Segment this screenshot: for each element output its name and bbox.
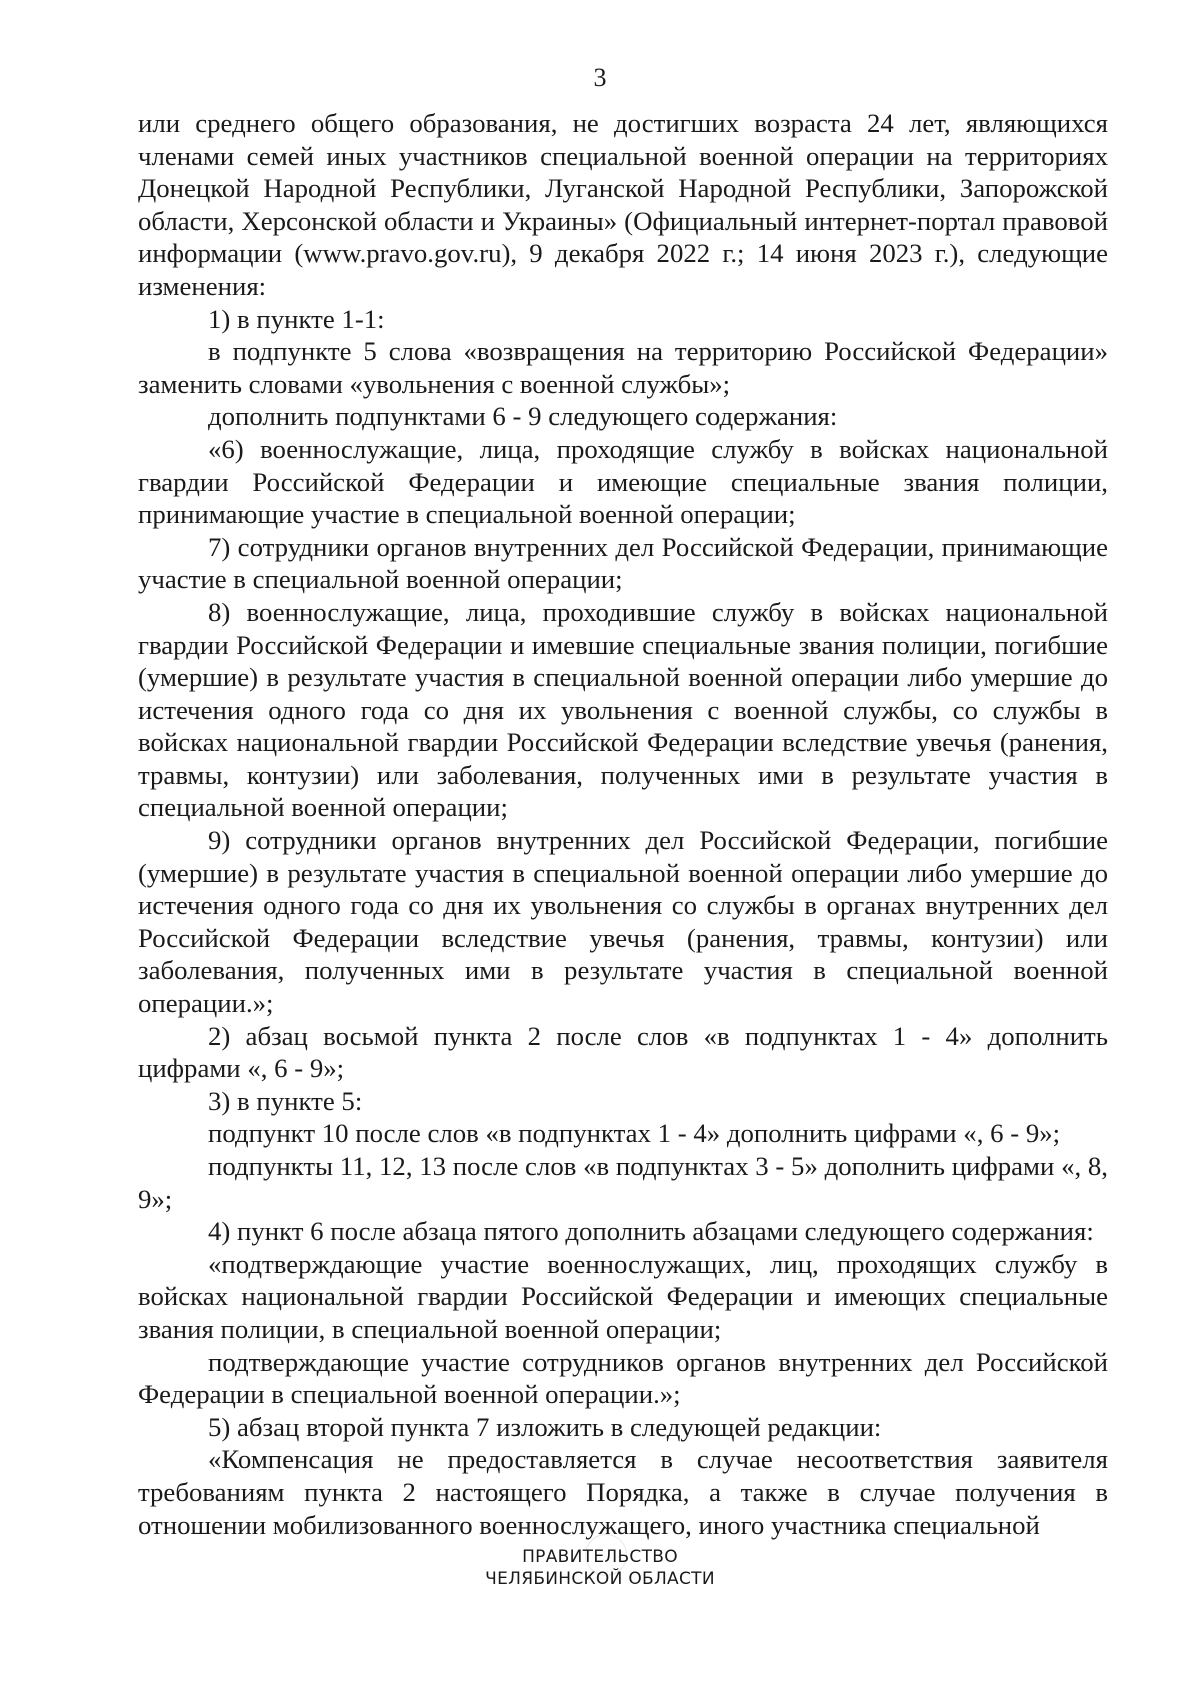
paragraph: «подтверждающие участие военнослужащих, лиц, проходящих службу в войсках национальной гвардии Российской Федерации и имеющих специальные звания полиции, в специальной военной операции;	[138, 1248, 1108, 1344]
stamp-line-2: ЧЕЛЯБИНСКОЙ ОБЛАСТИ	[485, 1569, 715, 1589]
paragraph: 9) сотрудники органов внутренних дел Российской Федерации, погибшие (умершие) в результате участия в специальной военной операции либо умершие до истечения одного года со дня их увольнения со службы в органах внутренних дел Российской Федерации вследствие увечья (ранения, травмы, контузии) или заболевания, полученных ими в результате участия в специальной военной операции.»;	[138, 825, 1108, 1019]
paragraph: 7) сотрудники органов внутренних дел Российской Федерации, принимающие участие в специальной военной операции;	[138, 531, 1108, 595]
paragraph: подтверждающие участие сотрудников органов внутренних дел Российской Федерации в специальной военной операции.»;	[138, 1346, 1108, 1410]
paragraph: «6) военнослужащие, лица, проходящие службу в войсках национальной гвардии Российской Федерации и имеющие специальные звания полиции, принимающие участие в специальной военной операции;	[138, 433, 1108, 530]
paragraph: 4) пункт 6 после абзаца пятого дополнить абзацами следующего содержания:	[208, 1216, 1094, 1247]
government-stamp	[0, 1546, 1200, 1590]
paragraph: 5) абзац второй пункта 7 изложить в следующей редакции:	[208, 1411, 882, 1442]
document-body	[138, 107, 1108, 1541]
paragraph: «Компенсация не предоставляется в случае несоответствия заявителя требованиям пункта 2 настоящего Порядка, а также в случае получения в отношении мобилизованного военнослужащего, иного участника специальной	[138, 1444, 1108, 1540]
paragraph: подпункт 10 после слов «в подпунктах 1 - 4» дополнить цифрами «, 6 - 9»;	[208, 1118, 1061, 1149]
paragraph: 3) в пункте 5:	[208, 1085, 363, 1116]
paragraph: в подпункте 5 слова «возвращения на территорию Российской Федерации» заменить словами «увольнения с военной службы»;	[138, 336, 1108, 399]
page-number: 3	[593, 63, 607, 92]
paragraph: 1) в пункте 1-1:	[208, 303, 385, 334]
paragraph: 2) абзац восьмой пункта 2 после слов «в подпунктах 1 - 4» дополнить цифрами «, 6 - 9»;	[138, 1020, 1108, 1084]
paragraph: 8) военнослужащие, лица, проходившие службу в войсках национальной гвардии Российской Федерации и имевшие специальные звания полиции, погибшие (умершие) в результате участия в специальной военной операции либо умершие до истечения одного года со дня их увольнения с военной службы, со службы в войсках национальной гвардии Российской Федерации вследствие увечья (ранения, травмы, контузии) или заболевания, полученных ими в результате участия в специальной военной операции;	[138, 596, 1108, 823]
paragraph: дополнить подпунктами 6 - 9 следующего содержания:	[208, 401, 838, 432]
paragraph: или среднего общего образования, не достигших возраста 24 лет, являющихся членами семей иных участников специальной военной операции на территориях Донецкой Народной Республики, Луганской Народной Республики, Запорожской области, Херсонской области и Украины» (Официальный интернет-портал правовой информации (www.pravo.gov.ru), 9 декабря 2022 г.; 14 июня 2023 г.), следующие изменения:	[138, 108, 1108, 301]
stamp-line-1: ПРАВИТЕЛЬСТВО	[522, 1547, 678, 1567]
paragraph: подпункты 11, 12, 13 после слов «в подпунктах 3 - 5» дополнить цифрами «, 8, 9»;	[138, 1151, 1108, 1214]
